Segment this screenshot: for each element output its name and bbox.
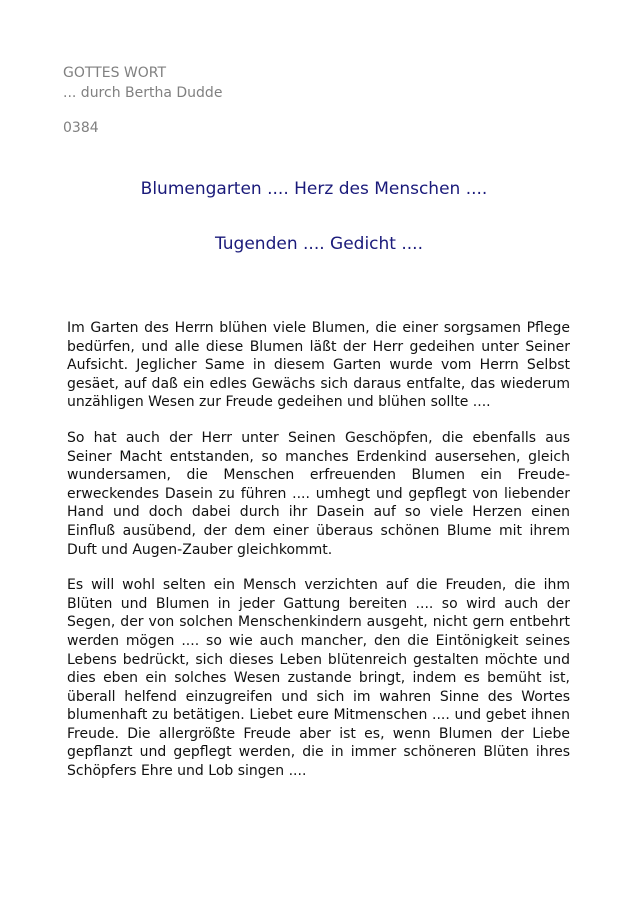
document-title: Blumengarten .... Herz des Menschen ....	[140, 179, 488, 199]
author-line: ... durch Bertha Dudde	[63, 85, 223, 101]
paragraph: Im Garten des Herrn blühen viele Blumen, die einer sorgsamen Pflege bedürfen, und alle diese Blumen läßt der Herr gedeihen unter Seiner Aufsicht. Jeglicher Same in diesem Garten wurde vom Herrn Selbst gesäet, auf daß ein edles Gewächs sich daraus entfalte, das wiederum unzähligen Wesen zur Freude gedeihen und blühen sollte ....	[67, 320, 570, 411]
paragraph: So hat auch der Herr unter Seinen Geschöpfen, die ebenfalls aus Seiner Macht entstanden, so manches Erdenkind ausersehen, gleich wundersamen, die Menschen erfreuenden Blumen ein Freude-erweckendes Dasein zu führen .... umhegt und gepflegt von liebender Hand und doch dabei durch ihr Dasein auf so viele Herzen einen Einfluß ausübend, der dem einer überaus schönen Blume mit ihrem Duft und Augen-Zauber gleichkommt.	[67, 429, 570, 558]
document-subtitle: Tugenden .... Gedicht ....	[214, 234, 423, 254]
document-header	[63, 63, 222, 103]
document-number: 0384	[63, 120, 99, 136]
document-body	[67, 319, 570, 781]
paragraph: Es will wohl selten ein Mensch verzichten auf die Freuden, die ihm Blüten und Blumen in jeder Gattung bereiten .... so wird auch der Segen, der von solchen Menschenkindern ausgeht, nicht gern entbehrt werden mögen .... so wie auch mancher, den die Eintönigkeit seines Lebens bedrückt, sich dieses Leben blütenreich gestalten möchte und dies eben ein solches Wesen zustande bringt, indem es bemüht ist, überall helfend einzugreifen und sich im wahren Sinne des Wortes blumenhaft zu betätigen. Liebet eure Mitmenschen .... und gebet ihnen Freude. Die allergrößte Freude aber ist es, wenn Blumen der Liebe gepflanzt und gepflegt werden, die in immer schöneren Blüten ihres Schöpfers Ehre und Lob singen ....	[67, 577, 570, 780]
series-title: GOTTES WORT	[63, 65, 167, 81]
